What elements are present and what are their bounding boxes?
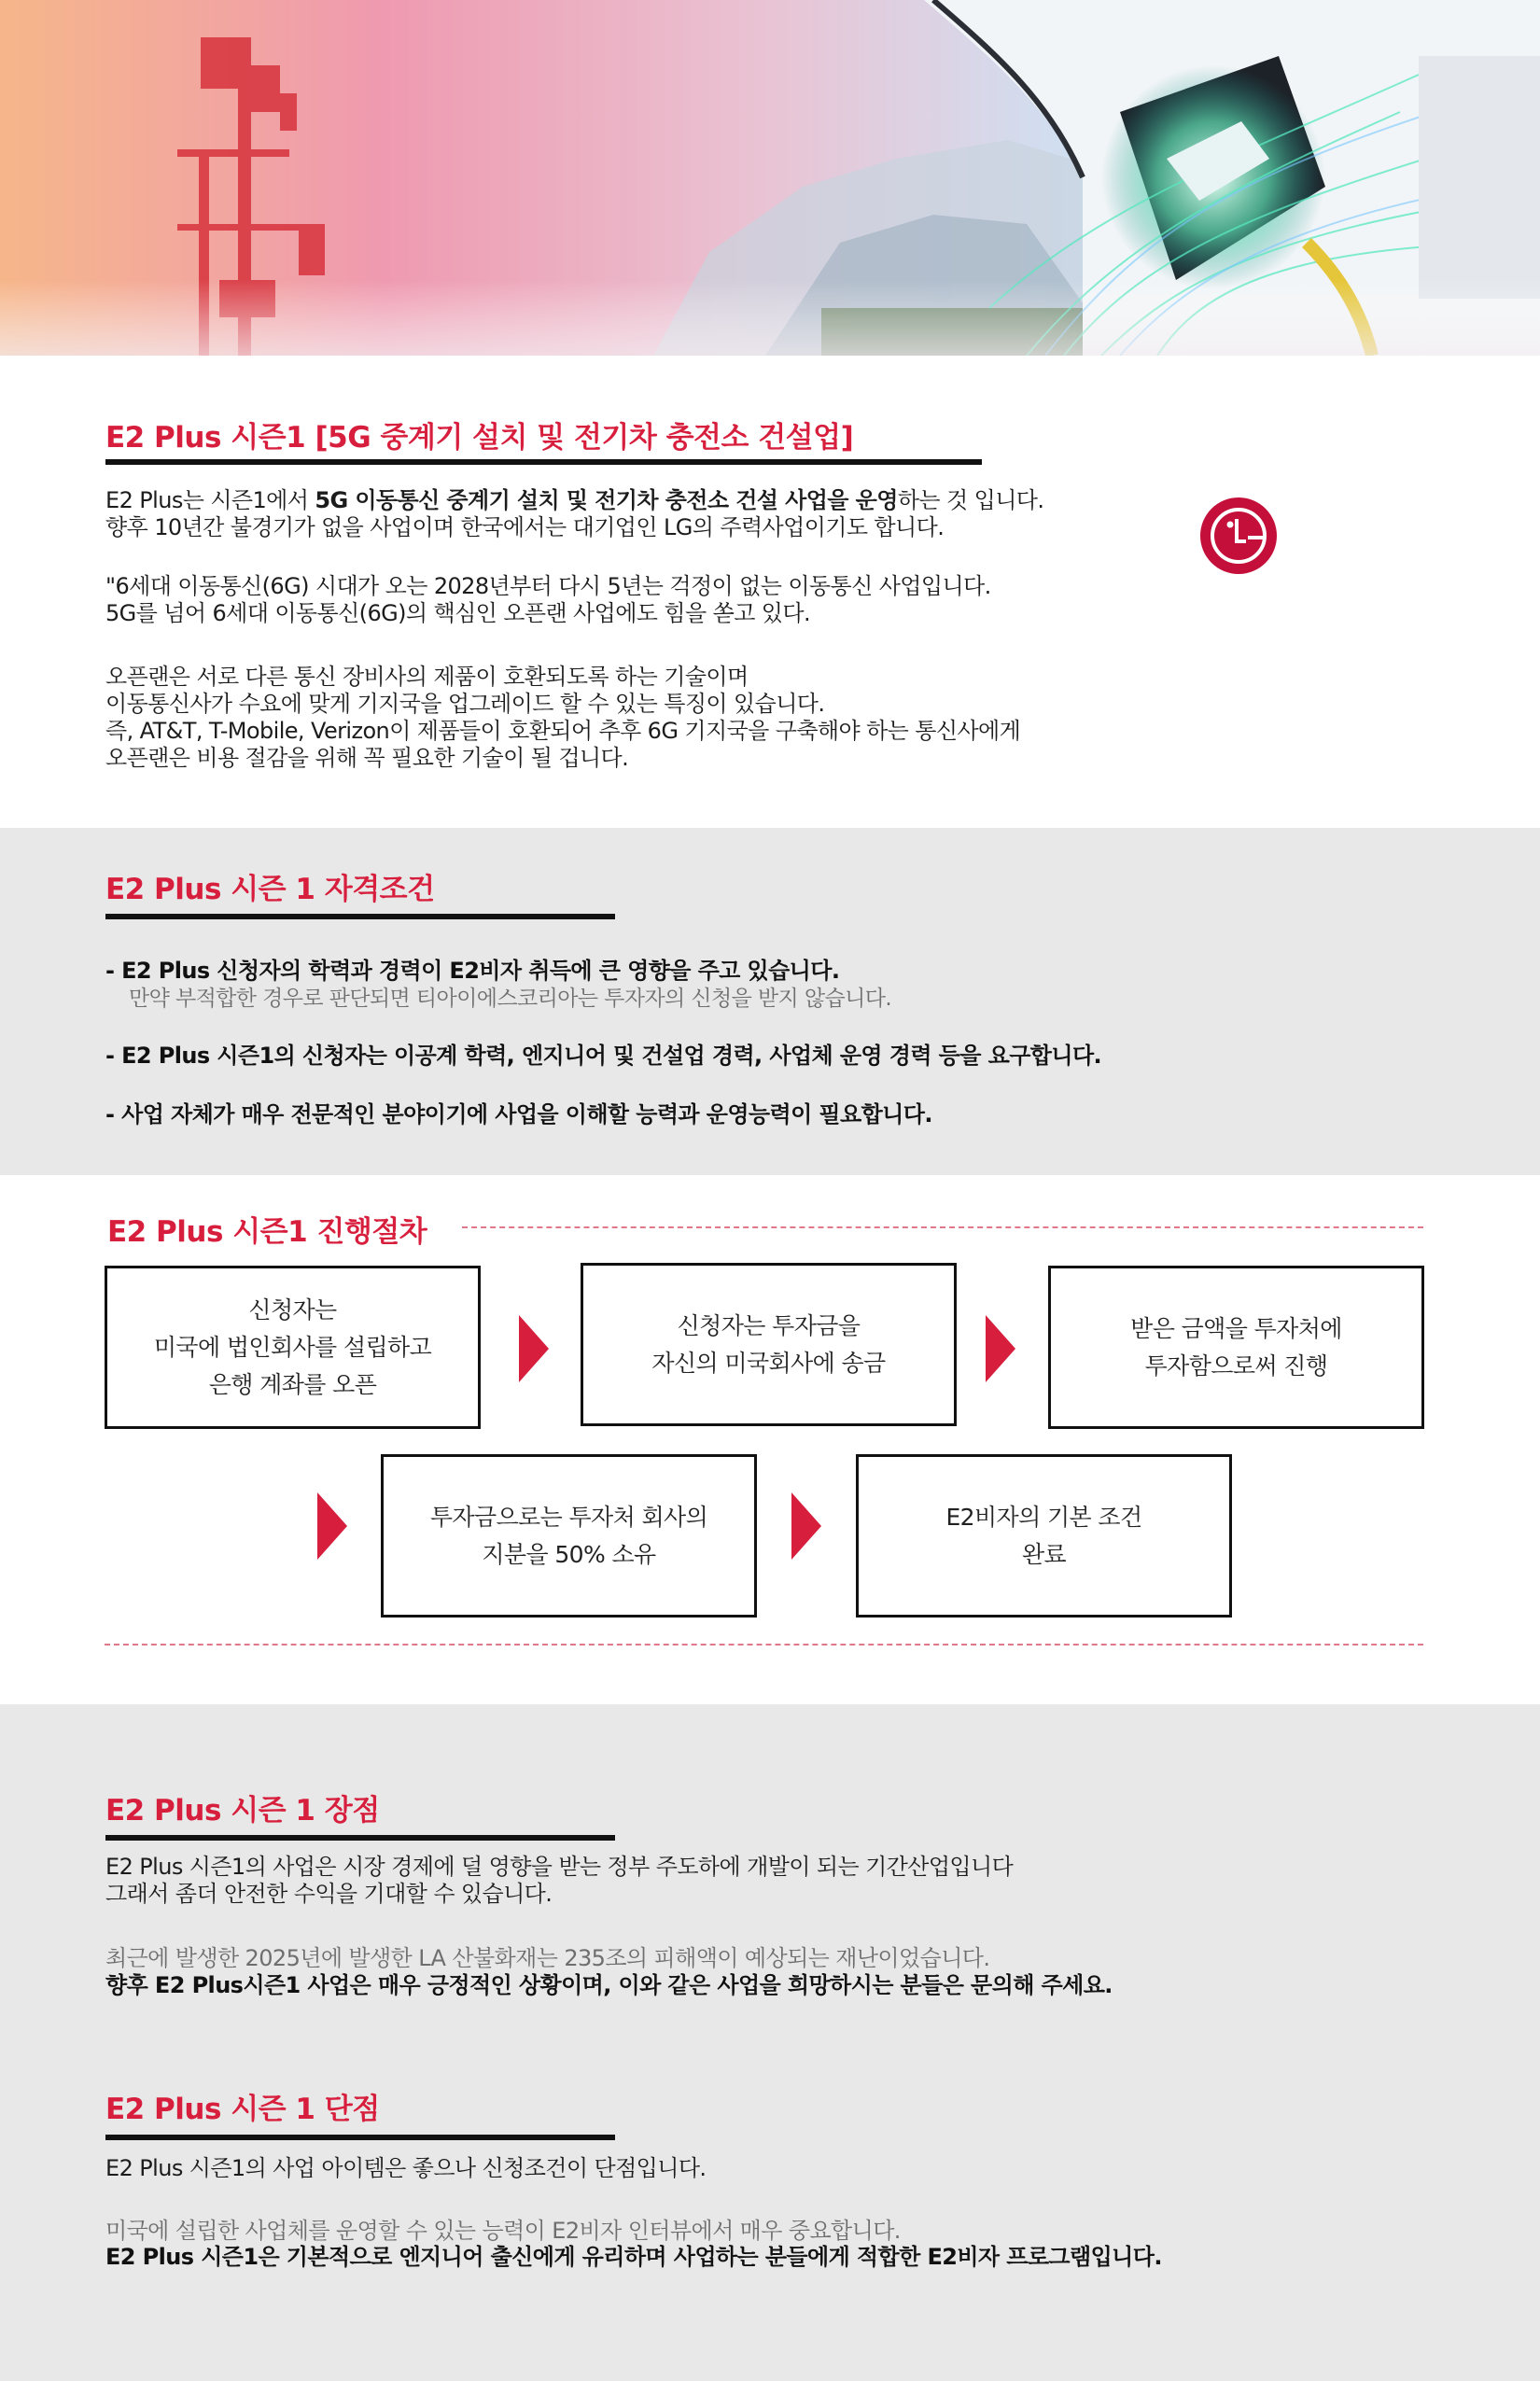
pros-cons-section xyxy=(0,1704,1540,2381)
eligibility-section xyxy=(0,828,1540,1175)
title-underline xyxy=(105,1835,615,1841)
p1-text-c: 하는 것 입니다. xyxy=(897,487,1044,513)
eligibility-bullet-1-note: 만약 부적합한 경우로 판단되면 티아이에스코리아는 투자자의 신청을 받지 않습니다. xyxy=(129,987,892,1011)
pros-paragraph-2: 최근에 발생한 2025년에 발생한 LA 산불화재는 235조의 피해액이 예상되는 재난이었습니다. xyxy=(105,1945,990,1971)
eligibility-bullet-1: - E2 Plus 신청자의 학력과 경력이 E2비자 취득에 큰 영향을 주고 있습니다. xyxy=(105,958,840,984)
hero-illustration xyxy=(0,0,1540,356)
arrow-right-icon xyxy=(791,1492,821,1560)
pros-title: E2 Plus 시즌 1 장점 xyxy=(105,1794,380,1828)
season-info-paragraph-3: 오픈랜은 서로 다른 통신 장비사의 제품이 호환되도록 하는 기술이며 이동통신사가 수요에 맞게 기지국을 업그레이드 할 수 있는 특징이 있습니다. 즉, AT&T, T-Mobile, Verizon이 제품들이 호환되어 추후 6G 기지국을 구축해야 하는 통신사에게 오픈랜은 비용 절감을 위해 꼭 필요한 기술이 될 겁니다. xyxy=(105,664,1021,771)
lg-logo-icon xyxy=(1199,497,1278,575)
divider-dashed-bottom xyxy=(105,1644,1423,1646)
process-step-1: 신청자는 미국에 법인회사를 설립하고 은행 계좌를 오픈 xyxy=(105,1266,481,1429)
season-info-paragraph-2: "6세대 이동통신(6G) 시대가 오는 2028년부터 다시 5년는 걱정이 없는 이동통신 사업입니다. 5G를 넘어 6세대 이동통신(6G)의 핵심인 오픈랜 사업에도 힘을 쏟고 있다. xyxy=(105,573,991,626)
eligibility-title: E2 Plus 시즌 1 자격조건 xyxy=(105,873,435,906)
eligibility-bullet-3: - 사업 자체가 매우 전문적인 분야이기에 사업을 이해할 능력과 운영능력이 필요합니다. xyxy=(105,1101,932,1127)
arrow-right-icon xyxy=(317,1492,347,1560)
process-step-5: E2비자의 기본 조건 완료 xyxy=(856,1454,1232,1618)
pros-paragraph-3: 향후 E2 Plus시즌1 사업은 매우 긍정적인 상황이며, 이와 같은 사업을 희망하시는 분들은 문의해 주세요. xyxy=(105,1972,1113,1998)
title-underline xyxy=(105,2135,615,2140)
title-underline xyxy=(105,459,982,465)
season-info-section xyxy=(0,356,1540,828)
season-info-paragraph-1 xyxy=(105,487,1043,541)
title-underline xyxy=(105,914,615,919)
process-step-2: 신청자는 투자금을 자신의 미국회사에 송금 xyxy=(581,1263,957,1426)
p1-text-a: E2 Plus는 시즌1에서 xyxy=(105,487,315,513)
cons-paragraph-3: E2 Plus 시즌1은 기본적으로 엔지니어 출신에게 유리하며 사업하는 분들에게 적합한 E2비자 프로그램입니다. xyxy=(105,2244,1162,2270)
cons-paragraph-2: 미국에 설립한 사업체를 운영할 수 있는 능력이 E2비자 인터뷰에서 매우 중요합니다. xyxy=(105,2218,901,2244)
pros-paragraph-1: E2 Plus 시즌1의 사업은 시장 경제에 덜 영향을 받는 정부 주도하에 개발이 되는 기간산업입니다 그래서 좀더 안전한 수익을 기대할 수 있습니다. xyxy=(105,1854,1014,1907)
process-step-4: 투자금으로는 투자처 회사의 지분을 50% 소유 xyxy=(381,1454,757,1618)
process-title: E2 Plus 시즌1 진행절차 xyxy=(107,1215,427,1249)
p1-text-line2: 향후 10년간 불경기가 없을 사업이며 한국에서는 대기업인 LG의 주력사업이기도 합니다. xyxy=(105,514,945,540)
arrow-right-icon xyxy=(986,1315,1015,1382)
arrow-right-icon xyxy=(519,1315,549,1382)
process-section xyxy=(0,1175,1540,1704)
process-step-3: 받은 금액을 투자처에 투자함으로써 진행 xyxy=(1048,1266,1424,1429)
p1-text-bold: 5G 이동통신 중계기 설치 및 전기차 충전소 건설 사업을 운영 xyxy=(315,487,898,513)
eligibility-bullet-2: - E2 Plus 시즌1의 신청자는 이공계 학력, 엔지니어 및 건설업 경력, 사업체 운영 경력 등을 요구합니다. xyxy=(105,1043,1102,1069)
cons-title: E2 Plus 시즌 1 단점 xyxy=(105,2093,380,2126)
season-info-title: E2 Plus 시즌1 [5G 중계기 설치 및 전기차 충전소 건설업] xyxy=(105,421,854,455)
cons-paragraph-1: E2 Plus 시즌1의 사업 아이템은 좋으나 신청조건이 단점입니다. xyxy=(105,2155,707,2181)
divider-dashed-top xyxy=(462,1226,1423,1228)
hero-banner-image xyxy=(0,0,1540,356)
